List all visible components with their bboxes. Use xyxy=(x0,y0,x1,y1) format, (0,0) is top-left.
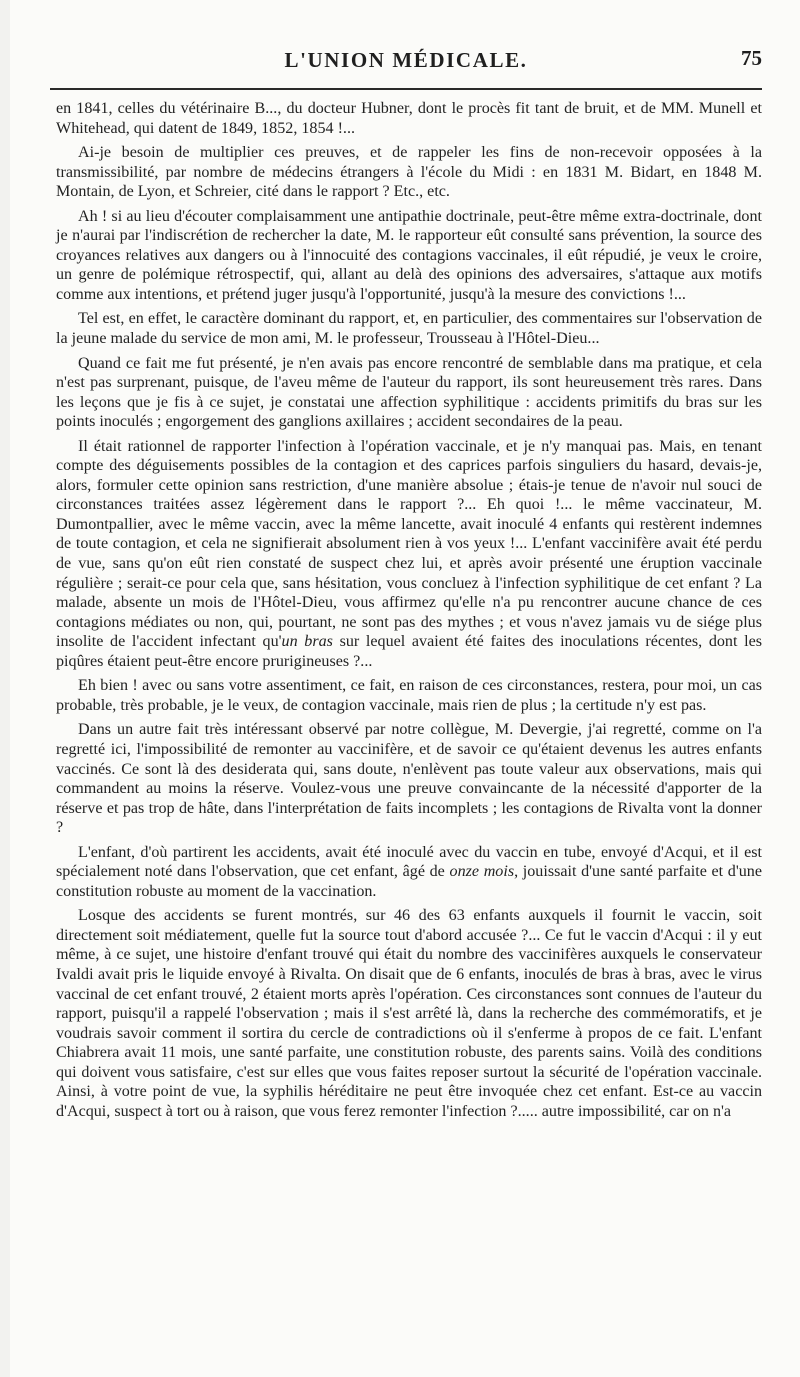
paragraph-text: Il était rationnel de rapporter l'infection à l'opération vaccinale, et je n'y manquai pas. Mais, en tenant compte des déguisements possibles de la contagion et des caprices parfois singuliers du hasard, devais-je, alors, formuler cette opinion sans restriction, d'une manière absolue ; étais-je tenue de n'avoir nul souci de circonstances traitées assez légèrement dans le rapport ?... Eh quoi !... le même vaccinateur, M. Dumontpallier, avec le même vaccin, avec la même lancette, avait inoculé 4 enfants qui restèrent indemnes de toute contagion, et cela ne signifierait absolument rien à vos yeux !... L'enfant vaccinifère avait été perdu de vue, sans qu'on eût rien constaté de suspect chez lui, et après avoir présenté une éruption vaccinale régulière ; serait-ce pour cela que, sans hésitation, vous concluez à l'infection syphilitique de cet enfant ? La malade, absente un mois de l'Hôtel-Dieu, vous affirmez qu'elle n'a pu rencontrer aucune chance de ces contagions médiates ou non, qui, pourtant, ne sont pas des mythes ; et vous n'avez jamais vu de siége plus insolite de l'accident infectant qu' xyxy=(56,437,762,651)
paragraph-text: Losque des accidents se furent montrés, sur 46 des 63 enfants auxquels il fournit le vaccin, soit directement soit médiatement, quelle fut la source tout d'abord accusée ?... Ce fut le vaccin d'Acqui : il y eut même, à ce sujet, une histoire d'enfant trouvé qui était du nombre des vaccinifères auxquels le conservateur Ivaldi avait pris le liquide envoyé à Rivalta. On disait que de 6 enfants, inoculés de bras à bras, avec le virus vaccinal de cet enfant trouvé, 2 étaient morts après l'opération. Ces circonstances sont connues de l'auteur du rapport, puisqu'il a rappelé l'observation ; mais il s'est arrêté là, dans la recherche des commémoratifs, et je voudrais savoir comment il sortira du cercle de contradictions où il s'enferme à propos de ce fait. L'enfant Chiabrera avait 11 mois, une santé parfaite, une constitution robuste, des parents sains. Voilà des conditions qui doivent vous satisfaire, c'est sur elles que vous faites reposer surtout la sécurité de l'opération vaccinale. Ainsi, à votre point de vue, la syphilis héréditaire ne peut être invoquée chez cet enfant. Est-ce au vaccin d'Acqui, suspect à tort ou à raison, que vous ferez remonter l'infection ?..... autre impossibilité, car on n'a xyxy=(56,907,762,1120)
paragraph-text: Tel est, en effet, le caractère dominant du rapport, et, en particulier, des commentaires sur l'observation de la jeune malade du service de mon ami, M. le professeur, Trousseau à l'Hôtel-Dieu... xyxy=(56,310,762,348)
italic-text: un bras xyxy=(281,633,333,651)
article-body xyxy=(56,99,762,1126)
paragraph-p10 xyxy=(56,906,762,1121)
paragraph-p5 xyxy=(56,354,762,432)
running-title: L'UNION MÉDICALE. xyxy=(284,48,528,72)
paragraph-p8 xyxy=(56,720,762,837)
paragraph-p3 xyxy=(56,207,762,305)
paragraph-text: Ah ! si au lieu d'écouter complaisamment une antipathie doctrinale, peut-être même extra-doctrinale, dont je n'aurai par l'indiscrétion de rechercher la date, M. le rapporteur eût consulté sans prévention, la source des croyances relatives aux dangers ou à l'innocuité des contagions vaccinales, il eût répudié, je veux le croire, un genre de polémique rétrospectif, qui, allant au delà des opinions des adversaires, s'attaque aux motifs comme aux intentions, et prétend juger jusqu'à l'opportunité, jusqu'à la mesure des convictions !... xyxy=(56,207,762,303)
paragraph-text: Quand ce fait me fut présenté, je n'en avais pas encore rencontré de semblable dans ma pratique, et cela n'est pas surprenant, puisque, de l'aveu même de l'auteur du rapport, ils sont heureusement très rares. Dans les leçons que je fis à ce sujet, je constatai une affection syphilitique : accidents primitifs du bras sur les points inoculés ; engorgement des ganglions axillaires ; accident secondaires de la peau. xyxy=(56,354,762,431)
page-header xyxy=(50,44,762,78)
paragraph-text: Dans un autre fait très intéressant observé par notre collègue, M. Devergie, j'ai regretté, comme on l'a regretté ici, l'impossibilité de remonter au vaccinifère, et de savoir ce qu'étaient devenus les autres enfants vaccinés. Ce sont là des desiderata qui, sans doute, n'enlèvent pas toute valeur aux observations, mais qui commandent au moins la réserve. Voulez-vous une preuve convaincante de la nécessité d'apporter de la réserve et pas trop de hâte, dans l'interprétation de faits incomplets ; les contagions de Rivalta vont la donner ? xyxy=(56,721,762,837)
paragraph-p6 xyxy=(56,437,762,672)
page-number: 75 xyxy=(741,46,762,70)
paragraph-p9 xyxy=(56,843,762,902)
header-rule xyxy=(50,88,762,90)
italic-text: onze mois xyxy=(449,863,515,881)
paragraph-text: Eh bien ! avec ou sans votre assentiment, ce fait, en raison de ces circonstances, restera, pour moi, un cas probable, très probable, je le veux, de contagion vaccinale, mais rien de plus ; la certitude n'y est pas. xyxy=(56,677,762,714)
paragraph-text: , jouissait d'une santé parfaite et d'une constitution robuste au moment de la vaccination. xyxy=(56,863,762,900)
paragraph-text: Ai-je besoin de multiplier ces preuves, et de rappeler les fins de non-recevoir opposées à la transmissibilité, par nombre de médecins étrangers à l'école du Midi : en 1831 M. Bidart, en 1848 M. Montain, de Lyon, et Schreier, cité dans le rapport ? Etc., etc. xyxy=(56,144,762,201)
paragraph-p4 xyxy=(56,309,762,348)
paragraph-text: sur lequel avaient été faites des inoculations récentes, dont les piqûres étaient peut-être encore prurigineuses ?... xyxy=(56,633,762,670)
paragraph-p1 xyxy=(56,99,762,138)
paragraph-text: L'enfant, d'où partirent les accidents, avait été inoculé avec du vaccin en tube, envoyé d'Acqui, et il est spécialement noté dans l'observation, que cet enfant, âgé de xyxy=(56,843,762,881)
paragraph-p2 xyxy=(56,143,762,202)
paragraph-text: en 1841, celles du vétérinaire B..., du docteur Hubner, dont le procès fit tant de bruit, et de MM. Munell et Whitehead, qui datent de 1849, 1852, 1854 !... xyxy=(56,100,762,137)
paragraph-p7 xyxy=(56,676,762,715)
